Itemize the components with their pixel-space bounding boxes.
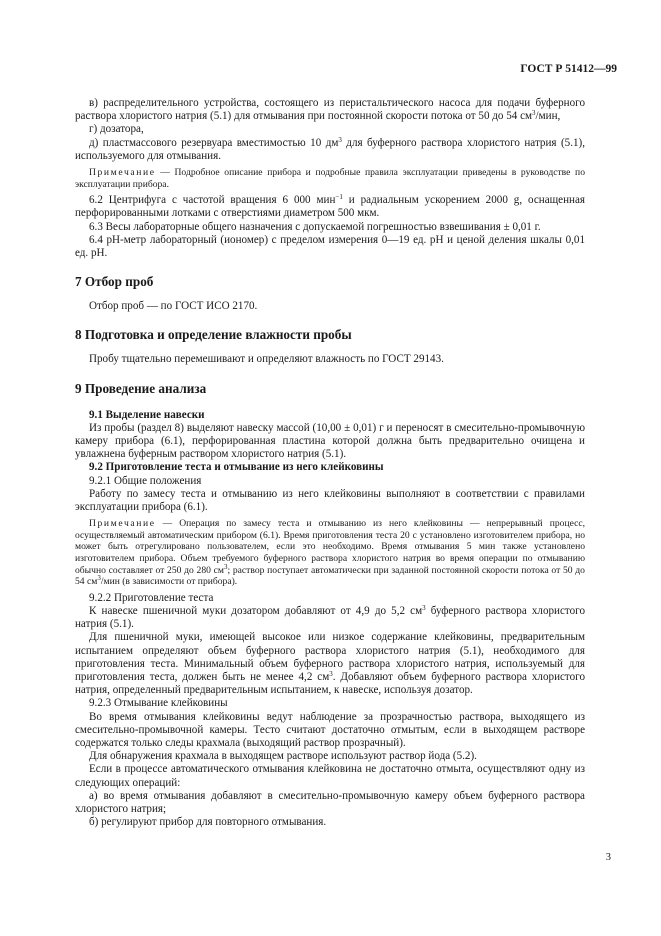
- section-9-1-text: Из пробы (раздел 8) выделяют навеску массой (10,00 ± 0,01) г и переносят в смесительно-промывочную камеру прибора (6.1), перфорированная пластина которой должна быть предварительно очищена и увлажнена буферным раствором хлористого натрия (5.1).: [75, 421, 585, 461]
- section-9-2-2-p2-tail: . Добавляют объем буферного раствора хлористого натрия, определенный предварительным испытанием, к навеске, используя дозатор.: [75, 671, 585, 697]
- section-8-title: 8 Подготовка и определение влажности пробы: [75, 327, 352, 343]
- section-9-2-3-item-a: а) во время отмывания добавляют в смесительно-промывочную камеру объем буферного раствора хлористого натрия;: [75, 789, 585, 816]
- item-v-tail: /мин,: [535, 110, 561, 123]
- section-9-2-2-p1-text: К навеске пшеничной муки дозатором добавляют от 4,9 до 5,2 см: [89, 605, 423, 618]
- note-label: Примечание: [89, 167, 156, 179]
- section-8-text: Пробу тщательно перемешивают и определяют влажность по ГОСТ 29143.: [89, 353, 444, 366]
- para-6-4: 6.4 рН-метр лабораторный (иономер) с пределом измерения 0—19 ед. рН и ценой деления шкалы 0,01 ед. рН.: [75, 233, 585, 260]
- section-9-2-2-title: 9.2.2 Приготовление теста: [89, 591, 214, 604]
- item-g: г) дозатора,: [89, 123, 144, 136]
- page-number: 3: [605, 852, 611, 863]
- section-9-2-1-text: Работу по замесу теста и отмыванию из него клейковины выполняют в соответствии с правилами эксплуатации прибора (6.1).: [75, 487, 585, 514]
- section-7-text: Отбор проб — по ГОСТ ИСО 2170.: [89, 300, 258, 313]
- section-9-2-2-p2: [75, 631, 585, 697]
- note-1: [75, 167, 585, 190]
- document-code: ГОСТ Р 51412—99: [520, 63, 617, 75]
- section-9-title: 9 Проведение анализа: [75, 380, 207, 396]
- section-9-2-2-p2-text: Для пшеничной муки, имеющей высокое или низкое содержание клейковины, предварительным испытанием определяют объем буферного раствора хлористого натрия (5.1), необходимого для приготовления теста. Минимальный объем буферного раствора хлористого натрия, используемый для приготовления теста, должен быть не менее 4,2 см: [75, 631, 585, 684]
- section-9-2-3-p3: Если в процессе автоматического отмывания клейковина не достаточно отмыта, осуществляют одну из следующих операций:: [75, 763, 585, 789]
- para-6-2-tail: и радиальным ускорением 2000 g, оснащенная перфорированными лотками с отверстиями диаметром 500 мкм.: [75, 194, 585, 220]
- section-9-2-2-p1: [75, 605, 585, 631]
- superscript: −1: [335, 193, 343, 202]
- note-2: [75, 518, 585, 588]
- section-9-2-3-p1: Во время отмывания клейковины ведут наблюдение за прозрачностью раствора, выходящего из смесительно-промывочной камеры. Тесто считают достаточно отмытым, если в выходящем растворе содержатся только следы крахмала (выходящий раствор прозрачный).: [75, 710, 585, 750]
- section-9-2-3-title: 9.2.3 Отмывание клейковины: [89, 697, 228, 710]
- superscript: 3: [532, 109, 536, 118]
- section-9-2-3-item-b: б) регулируют прибор для повторного отмывания.: [89, 816, 327, 829]
- item-d: [75, 137, 585, 163]
- note-2-tail: ; раствор поступает автоматически при заданной постоянной скорости потока от 50 до 54 см: [75, 564, 585, 588]
- item-v: [75, 97, 585, 123]
- section-9-1-title: 9.1 Выделение навески: [89, 408, 205, 421]
- note-2-text: — Операция по замесу теста и отмыванию из него клейковины — непрерывный процесс, осуществляемый автоматическим прибором (6.1). Время приготовления теста 20 с установлено изготовителем прибора, но может быть отрегулировано пользователем, если это необходимо. Время отмывания 5 мин также установлено изготовителем прибора. Объем требуемого буферного раствора хлористого натрия во время операции по отмыванию обычно составляет от 250 до 280 см: [75, 518, 585, 576]
- note-label: Примечание: [89, 518, 156, 530]
- para-6-2: [75, 194, 585, 220]
- note-1-text: — Подробное описание прибора и подробные правила эксплуатации приведены в руководстве по эксплуатации прибора.: [75, 167, 585, 190]
- section-9-2-title: 9.2 Приготовление теста и отмывание из него клейковины: [89, 461, 384, 474]
- item-d-text: д) пластмассового резервуара вместимостью 10 дм: [89, 136, 339, 149]
- superscript: 3: [223, 562, 228, 571]
- item-d-tail: для буферного раствора хлористого натрия (5.1), используемого для отмывания.: [75, 136, 585, 162]
- section-7-title: 7 Отбор проб: [75, 274, 154, 290]
- section-9-2-3-p2: Для обнаружения крахмала в выходящем растворе используют раствор йода (5.2).: [89, 750, 477, 763]
- para-6-2-text: 6.2 Центрифуга с частотой вращения 6 000 мин: [89, 194, 336, 207]
- superscript: 3: [329, 670, 333, 679]
- superscript: 3: [422, 604, 426, 613]
- note-2-end: /мин (в зависимости от прибора).: [100, 576, 238, 588]
- section-9-2-1-title: 9.2.1 Общие положения: [89, 474, 202, 487]
- page-content: [75, 97, 585, 829]
- superscript: 3: [97, 574, 101, 583]
- item-v-text: в) распределительного устройства, состоящего из перистальтического насоса для подачи буферного раствора хлористого натрия (5.1) для отмывания при постоянной скорости потока от 50 до 54 см: [75, 97, 585, 123]
- superscript: 3: [338, 135, 342, 144]
- para-6-3: 6.3 Весы лабораторные общего назначения с допускаемой погрешностью взвешивания ± 0,01 г.: [89, 220, 541, 233]
- section-9-2-2-p1-tail: буферного раствора хлористого натрия (5.1).: [75, 605, 585, 631]
